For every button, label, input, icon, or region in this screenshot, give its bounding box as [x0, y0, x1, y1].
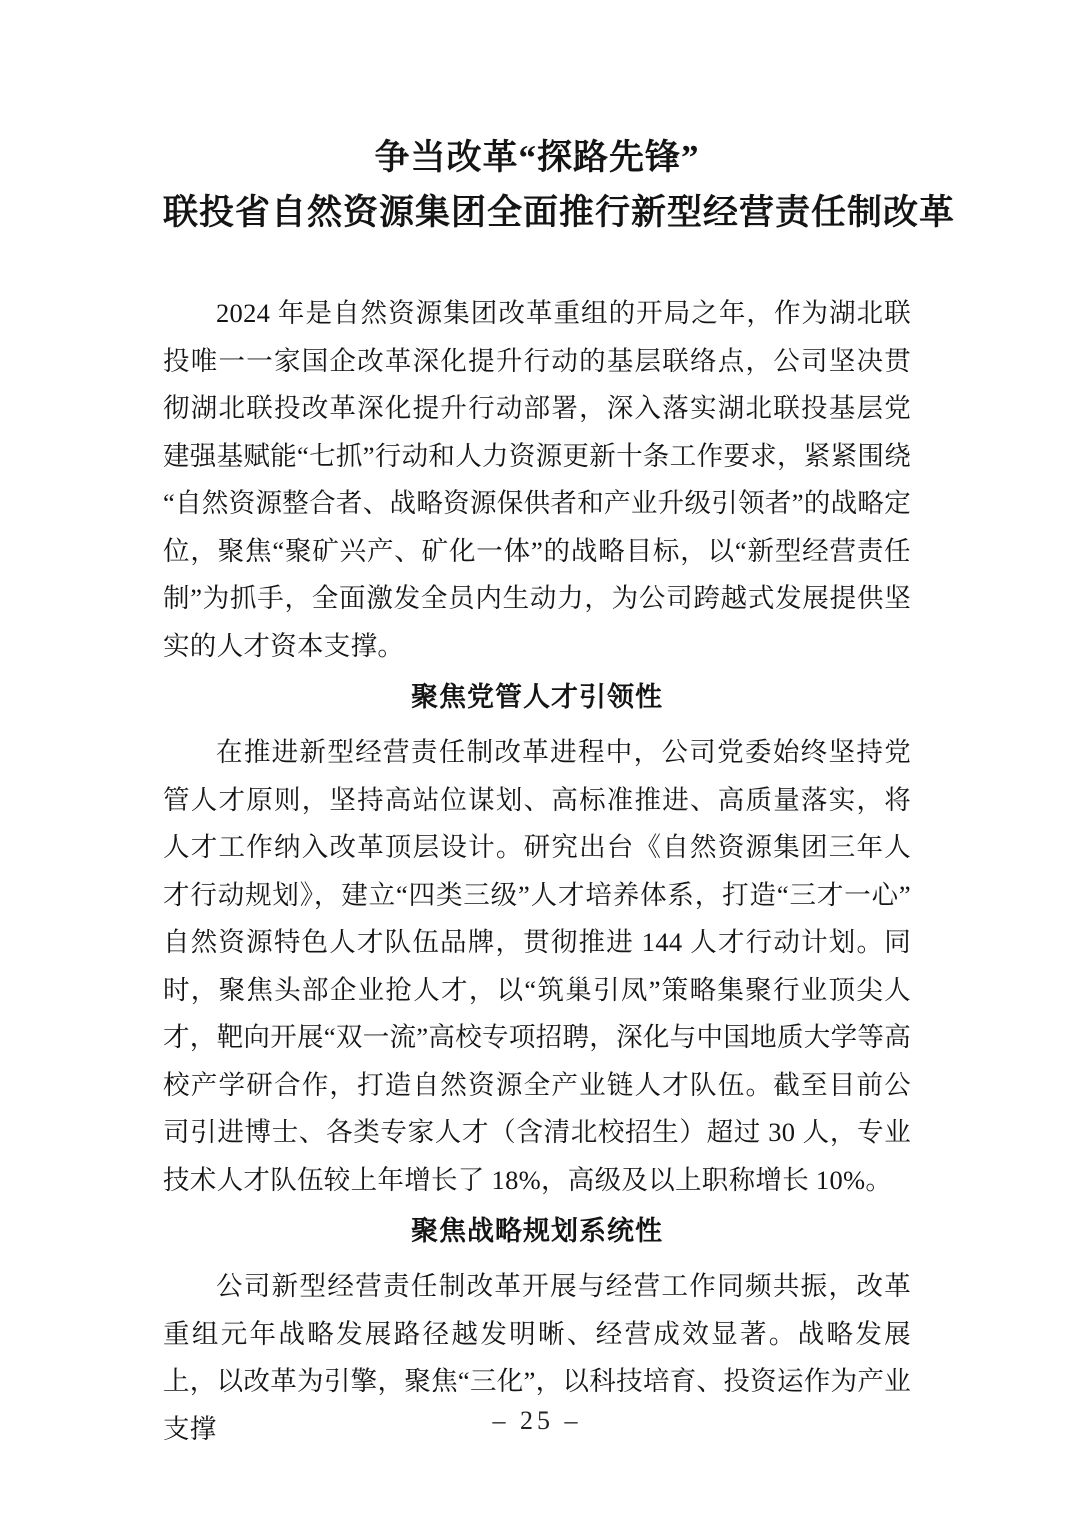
page-footer [0, 1406, 1074, 1436]
document-content [163, 130, 956, 1453]
paragraph-party-talent: 在推进新型经营责任制改革进程中，公司党委始终坚持党管人才原则，坚持高站位谋划、高标准推进、高质量落实，将人才工作纳入改革顶层设计。研究出台《自然资源集团三年人才行动规划》，建立“四类三级”人才培养体系，打造“三才一心”自然资源特色人才队伍品牌，贯彻推进 144 人才行动计划。同时，聚焦头部企业抢人才，以“筑巢引凤”策略集聚行业顶尖人才，靶向开展“双一流”高校专项招聘，深化与中国地质大学等高校产学研合作，打造自然资源全产业链人才队伍。截至目前公司引进博士、各类专家人才（含清北校招生）超过 30 人，专业技术人才队伍较上年增长了 18%，高级及以上职称增长 10%。 [163, 737, 911, 1195]
paragraph-strategic-planning: 公司新型经营责任制改革开展与经营工作同频共振，改革重组元年战略发展路径越发明晰、经营成效显著。战略发展上，以改革为引擎，聚焦“三化”，以科技培育、投资运作为产业支撑 [163, 1271, 911, 1444]
document-title-line-2: 联投省自然资源集团全面推行新型经营责任制改革 [163, 193, 956, 232]
section-heading-strategic-planning: 聚焦战略规划系统性 [411, 1216, 663, 1246]
section-heading-party-talent: 聚焦党管人才引领性 [411, 682, 663, 712]
document-title [163, 130, 956, 240]
paragraph-intro: 2024 年是自然资源集团改革重组的开局之年，作为湖北联投唯一一家国企改革深化提升行动的基层联络点，公司坚决贯彻湖北联投改革深化提升行动部署，深入落实湖北联投基层党建强基赋能“七抓”行动和人力资源更新十条工作要求，紧紧围绕“自然资源整合者、战略资源保供者和产业升级引领者”的战略定位，聚焦“聚矿兴产、矿化一体”的战略目标，以“新型经营责任制”为抓手，全面激发全员内生动力，为公司跨越式发展提供坚实的人才资本支撑。 [163, 298, 911, 661]
page-number: – 25 – [492, 1406, 582, 1435]
document-title-line-1: 争当改革“探路先锋” [374, 138, 700, 177]
